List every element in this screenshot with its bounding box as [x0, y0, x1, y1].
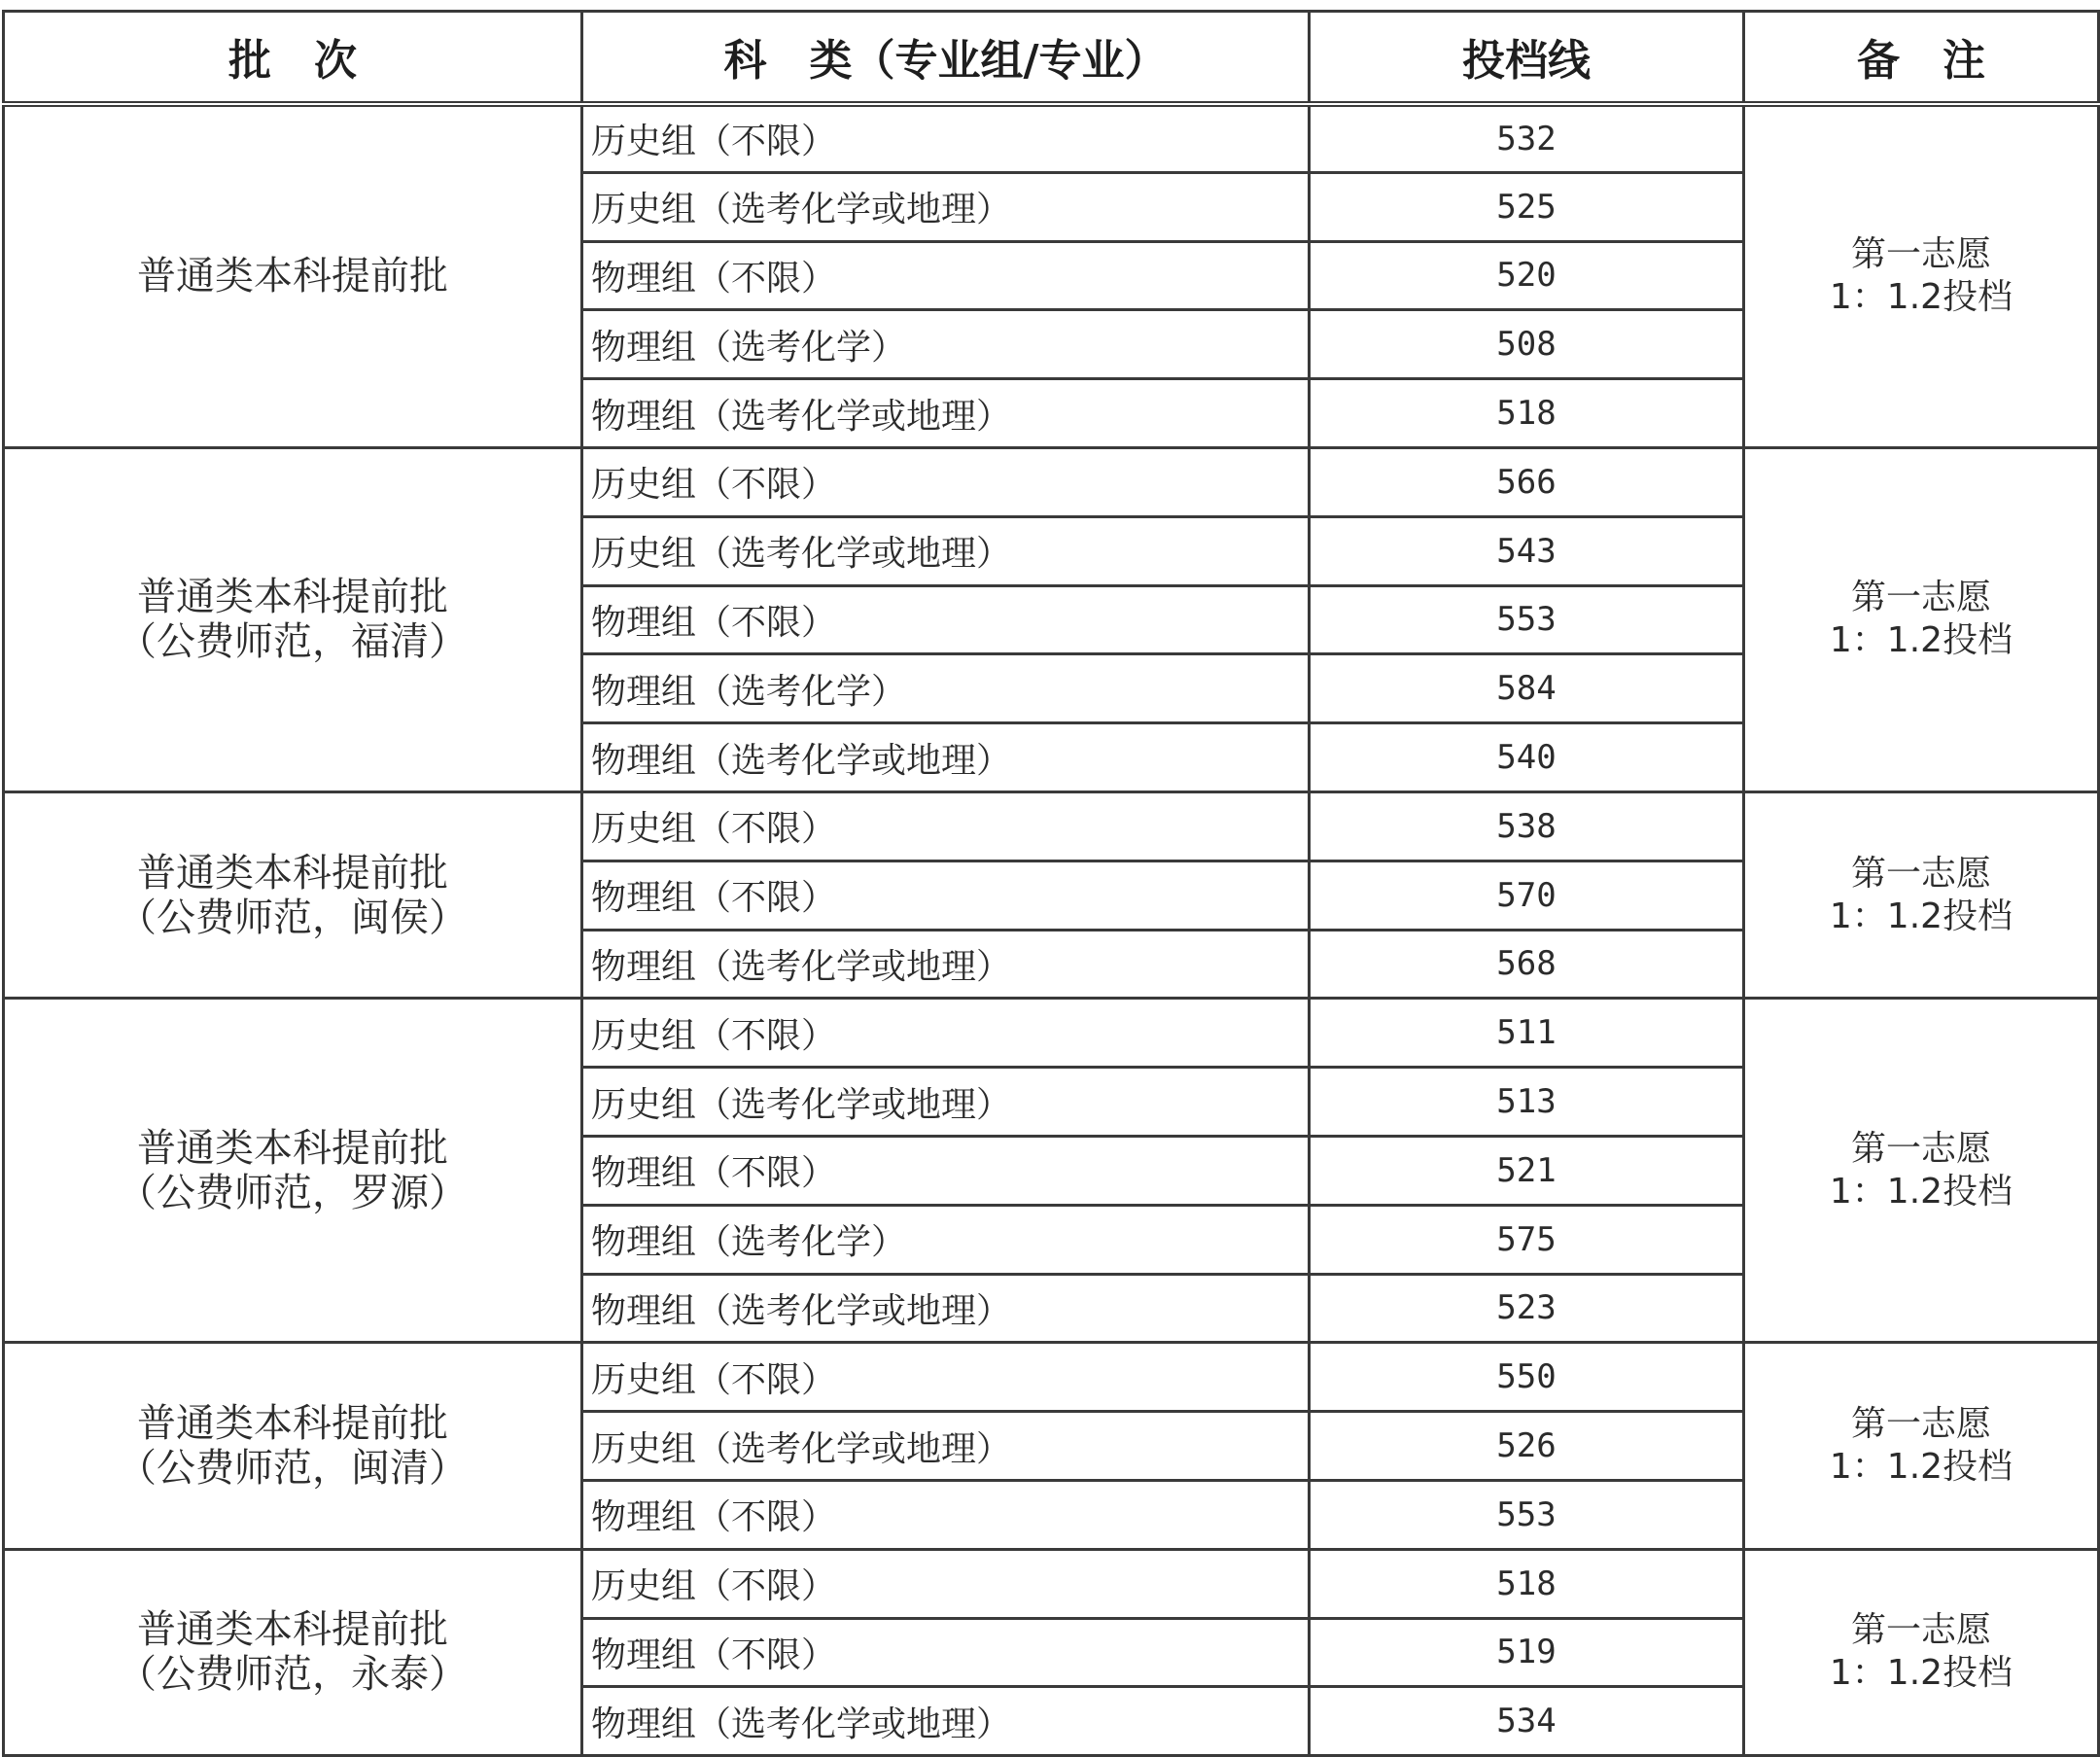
- score-cell: 532: [1310, 104, 1744, 173]
- subject-cell: 物理组（不限）: [582, 241, 1310, 310]
- score-cell: 518: [1310, 1549, 1744, 1618]
- table-header: [4, 12, 2099, 104]
- subject-cell: 物理组（选考化学或地理）: [582, 1687, 1310, 1756]
- note-line: 第一志愿: [1850, 1404, 1991, 1445]
- note-line: 1：1.2投档: [1829, 896, 2013, 936]
- batch-cell: [4, 999, 582, 1343]
- batch-cell: [4, 791, 582, 998]
- table-row: [4, 1549, 2099, 1618]
- note-cell: [1744, 999, 2099, 1343]
- batch-label-line: 普通类本科提前批: [137, 1401, 448, 1447]
- header-batch: 批 次: [4, 12, 582, 104]
- score-cell: 519: [1310, 1618, 1744, 1687]
- note-cell: [1744, 791, 2099, 998]
- table-row: [4, 999, 2099, 1068]
- batch-label-line: （公费师范，福清）: [118, 619, 468, 665]
- score-cell: 521: [1310, 1136, 1744, 1205]
- subject-cell: 历史组（不限）: [582, 791, 1310, 861]
- note-cell: [1744, 1343, 2099, 1549]
- note-line: 第一志愿: [1850, 1610, 1991, 1651]
- admission-score-table: [2, 10, 2100, 1757]
- subject-cell: 历史组（不限）: [582, 999, 1310, 1068]
- note-line: 第一志愿: [1850, 1128, 1991, 1169]
- batch-label-line: 普通类本科提前批: [137, 254, 448, 299]
- score-cell: 525: [1310, 172, 1744, 241]
- header-row: [4, 12, 2099, 104]
- batch-label-line: （公费师范，闽侯）: [118, 895, 468, 940]
- batch-cell: [4, 1343, 582, 1549]
- score-cell: 520: [1310, 241, 1744, 310]
- batch-cell: [4, 447, 582, 791]
- batch-label-line: 普通类本科提前批: [137, 850, 448, 896]
- note-line: 1：1.2投档: [1829, 277, 2013, 318]
- score-cell: 575: [1310, 1205, 1744, 1274]
- subject-cell: 物理组（不限）: [582, 585, 1310, 654]
- subject-cell: 历史组（选考化学或地理）: [582, 1068, 1310, 1137]
- score-cell: 534: [1310, 1687, 1744, 1756]
- note-line: 1：1.2投档: [1829, 620, 2013, 661]
- score-cell: 543: [1310, 516, 1744, 585]
- table-row: [4, 447, 2099, 516]
- subject-cell: 物理组（选考化学）: [582, 1205, 1310, 1274]
- note-line: 1：1.2投档: [1829, 1171, 2013, 1212]
- header-note: 备 注: [1744, 12, 2099, 104]
- note-line: 第一志愿: [1850, 234, 1991, 275]
- score-cell: 550: [1310, 1343, 1744, 1412]
- subject-cell: 物理组（选考化学或地理）: [582, 930, 1310, 999]
- subject-cell: 物理组（不限）: [582, 1136, 1310, 1205]
- score-cell: 508: [1310, 310, 1744, 379]
- batch-label-line: （公费师范，闽清）: [118, 1446, 468, 1492]
- subject-cell: 物理组（选考化学或地理）: [582, 379, 1310, 448]
- score-cell: 523: [1310, 1274, 1744, 1343]
- score-cell: 518: [1310, 379, 1744, 448]
- score-cell: 513: [1310, 1068, 1744, 1137]
- subject-cell: 历史组（不限）: [582, 447, 1310, 516]
- header-subject: 科 类（专业组/专业）: [582, 12, 1310, 104]
- score-cell: 570: [1310, 861, 1744, 930]
- score-cell: 566: [1310, 447, 1744, 516]
- table-row: [4, 104, 2099, 173]
- subject-cell: 历史组（选考化学或地理）: [582, 516, 1310, 585]
- note-cell: [1744, 1549, 2099, 1755]
- note-line: 第一志愿: [1850, 578, 1991, 618]
- subject-cell: 历史组（选考化学或地理）: [582, 1412, 1310, 1481]
- note-line: 1：1.2投档: [1829, 1653, 2013, 1694]
- score-cell: 553: [1310, 1480, 1744, 1549]
- batch-label-line: 普通类本科提前批: [137, 1125, 448, 1171]
- subject-cell: 物理组（选考化学或地理）: [582, 723, 1310, 792]
- subject-cell: 物理组（选考化学）: [582, 310, 1310, 379]
- note-cell: [1744, 447, 2099, 791]
- table-body: [4, 104, 2099, 1756]
- subject-cell: 物理组（选考化学或地理）: [582, 1274, 1310, 1343]
- subject-cell: 物理组（选考化学）: [582, 654, 1310, 723]
- note-cell: [1744, 104, 2099, 448]
- score-cell: 511: [1310, 999, 1744, 1068]
- table-row: [4, 791, 2099, 861]
- table-row: [4, 1343, 2099, 1412]
- score-cell: 584: [1310, 654, 1744, 723]
- subject-cell: 历史组（不限）: [582, 1343, 1310, 1412]
- batch-label-line: 普通类本科提前批: [137, 1607, 448, 1653]
- score-cell: 526: [1310, 1412, 1744, 1481]
- header-score: 投档线: [1310, 12, 1744, 104]
- score-cell: 538: [1310, 791, 1744, 861]
- subject-cell: 历史组（不限）: [582, 104, 1310, 173]
- subject-cell: 历史组（选考化学或地理）: [582, 172, 1310, 241]
- note-line: 1：1.2投档: [1829, 1447, 2013, 1488]
- score-cell: 568: [1310, 930, 1744, 999]
- score-cell: 540: [1310, 723, 1744, 792]
- batch-label-line: （公费师范，罗源）: [118, 1170, 468, 1215]
- batch-cell: [4, 1549, 582, 1755]
- score-cell: 553: [1310, 585, 1744, 654]
- subject-cell: 物理组（不限）: [582, 1618, 1310, 1687]
- subject-cell: 物理组（不限）: [582, 861, 1310, 930]
- subject-cell: 物理组（不限）: [582, 1480, 1310, 1549]
- note-line: 第一志愿: [1850, 853, 1991, 894]
- batch-label-line: 普通类本科提前批: [137, 575, 448, 620]
- batch-label-line: （公费师范，永泰）: [118, 1652, 468, 1698]
- subject-cell: 历史组（不限）: [582, 1549, 1310, 1618]
- batch-cell: [4, 104, 582, 448]
